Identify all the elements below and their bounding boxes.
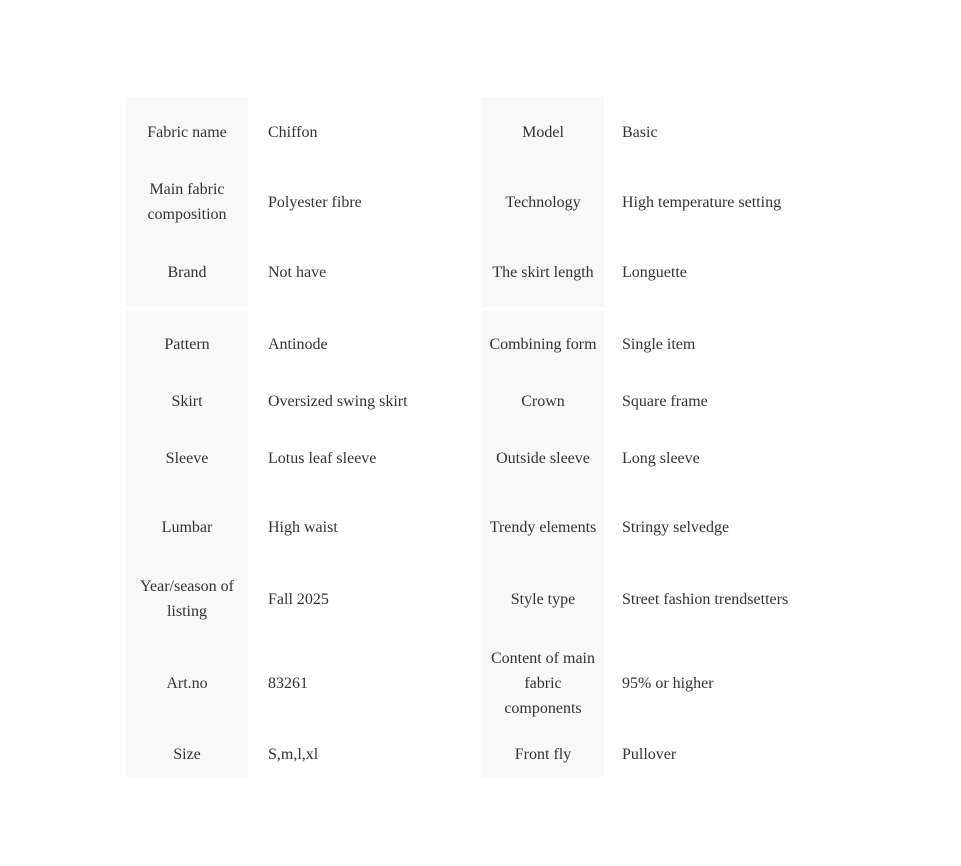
spec-key: Main fabric composition bbox=[126, 167, 248, 237]
spec-value: Chiffon bbox=[268, 123, 318, 141]
spec-value: Lotus leaf sleeve bbox=[268, 449, 377, 467]
spec-key: Sleeve bbox=[126, 425, 248, 491]
spec-row-skirt bbox=[126, 377, 836, 425]
spec-key: Front fly bbox=[482, 731, 604, 777]
spec-row-fabric-name bbox=[126, 97, 836, 167]
spec-key: Brand bbox=[126, 237, 248, 307]
spec-row-sleeve bbox=[126, 425, 836, 491]
spec-key: Lumbar bbox=[126, 491, 248, 563]
spec-key: Art.no bbox=[126, 635, 248, 731]
spec-key: Outside sleeve bbox=[482, 425, 604, 491]
spec-value: Stringy selvedge bbox=[622, 518, 730, 536]
spec-value: Basic bbox=[622, 123, 658, 141]
product-spec-table bbox=[126, 97, 836, 777]
spec-value: Not have bbox=[268, 263, 327, 281]
spec-value: High temperature setting bbox=[622, 193, 782, 211]
spec-key: Content of main fabric components bbox=[482, 635, 604, 731]
spec-key: Size bbox=[126, 731, 248, 777]
spec-value: Longuette bbox=[622, 263, 687, 281]
spec-key: Skirt bbox=[126, 377, 248, 425]
spec-row-pattern bbox=[126, 311, 836, 377]
spec-key: Style type bbox=[482, 563, 604, 635]
spec-key: The skirt length bbox=[482, 237, 604, 307]
spec-row-brand bbox=[126, 237, 836, 307]
spec-value: High waist bbox=[268, 518, 338, 536]
spec-value: Square frame bbox=[622, 392, 708, 410]
spec-row-art-no bbox=[126, 635, 836, 731]
spec-key: Pattern bbox=[126, 311, 248, 377]
spec-value: Fall 2025 bbox=[268, 590, 329, 608]
spec-value: S,m,l,xl bbox=[268, 745, 319, 763]
spec-value: 95% or higher bbox=[622, 674, 714, 692]
spec-key: Model bbox=[482, 97, 604, 167]
spec-value: Oversized swing skirt bbox=[268, 392, 408, 410]
spec-value: Polyester fibre bbox=[268, 193, 362, 211]
spec-key: Trendy elements bbox=[482, 491, 604, 563]
spec-key: Technology bbox=[482, 167, 604, 237]
spec-key: Combining form bbox=[482, 311, 604, 377]
spec-row-year-season bbox=[126, 563, 836, 635]
spec-value: Pullover bbox=[622, 745, 677, 763]
spec-row-composition bbox=[126, 167, 836, 237]
spec-value: Single item bbox=[622, 335, 696, 353]
spec-row-lumbar bbox=[126, 491, 836, 563]
spec-value: Long sleeve bbox=[622, 449, 700, 467]
spec-value: 83261 bbox=[268, 674, 308, 692]
spec-key: Year/season of listing bbox=[126, 563, 248, 635]
spec-value: Antinode bbox=[268, 335, 328, 353]
spec-key: Fabric name bbox=[126, 97, 248, 167]
spec-row-size bbox=[126, 731, 836, 777]
spec-value: Street fashion trendsetters bbox=[622, 590, 789, 608]
spec-key: Crown bbox=[482, 377, 604, 425]
